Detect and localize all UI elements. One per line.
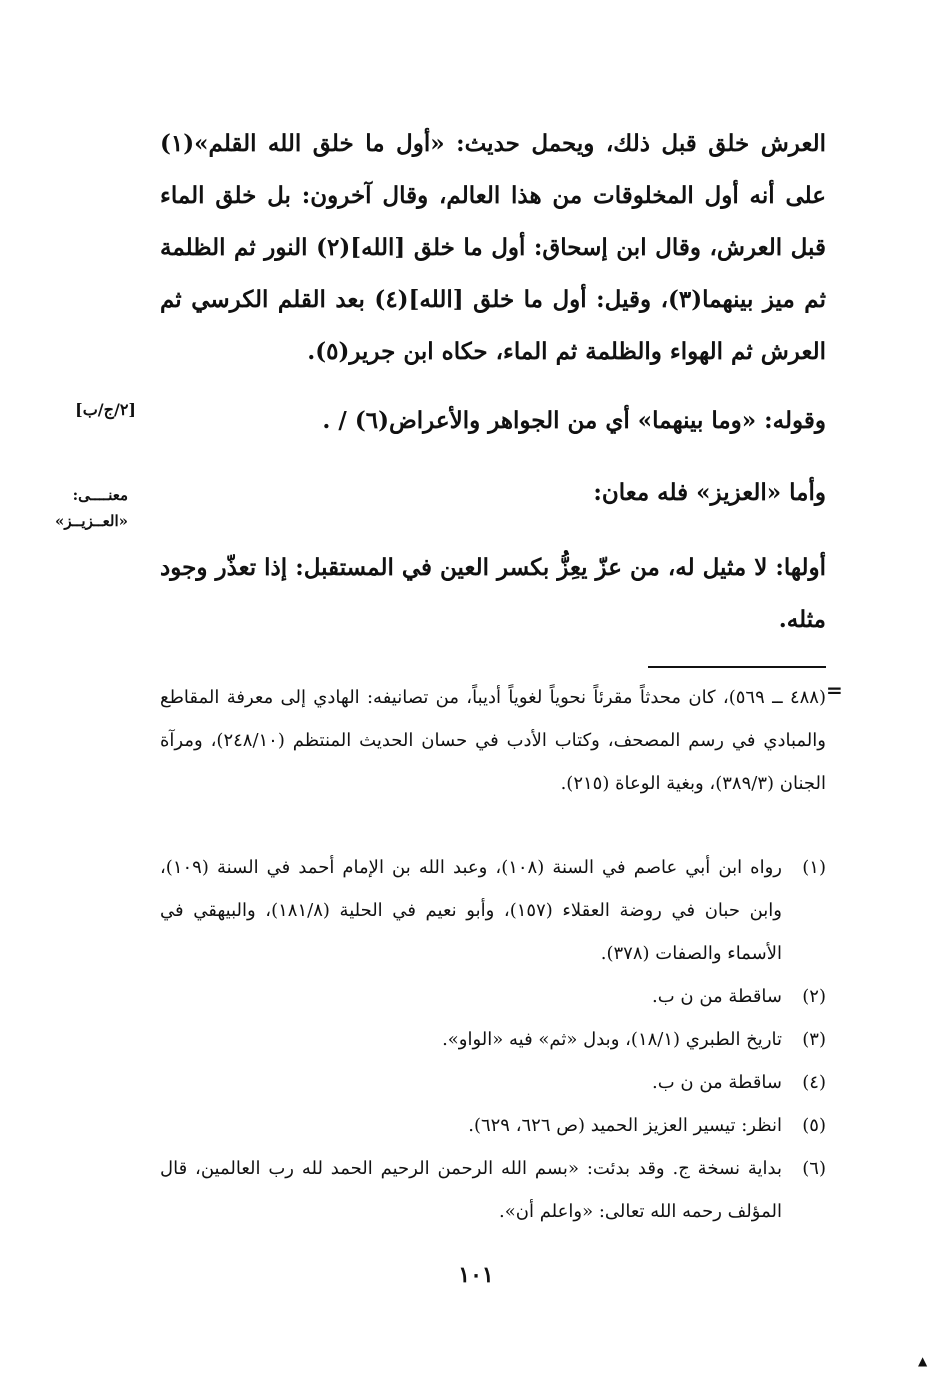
footnote-text: تاريخ الطبري (١٨/١)، وبدل «ثم» فيه «الواو». [442,1029,782,1050]
footnote [160,1061,826,1104]
margin-heading-line: «العــزيــز» [54,512,128,530]
footnote [160,975,826,1018]
footnote-number: (٤) [802,1072,826,1093]
footnote [160,1147,826,1233]
footnote-text: ساقطة من ن ب. [652,986,782,1007]
main-paragraph: أولها: لا مثيل له، من عزّ يعِزُّ بكسر العين في المستقبل: إذا تعذّر وجود مثله. [160,554,826,633]
footnote-number: (٦) [802,1158,826,1179]
main-paragraph: وقوله: «وما بينهما» أي من الجواهر والأعراض(٦) / . [322,407,826,434]
page-number: ١٠١ [458,1262,494,1288]
main-paragraph: العرش خلق قبل ذلك، ويحمل حديث: «أول ما خلق الله القلم»(١) على أنه أول المخلوقات من هذا العالم، وقال آخرون: بل خلق الماء قبل العرش، وقال ابن إسحاق: أول ما خلق [الله](٢) النور ثم الظلمة ثم ميز بينهما(٣)، وقيل: أول ما خلق [الله](٤) بعد القلم الكرسي ثم العرش ثم الهواء والظلمة ثم الماء، حكاه ابن جرير(٥). [160,130,826,365]
footnote-text: ساقطة من ن ب. [652,1072,782,1093]
footnote-list [160,846,826,1233]
main-paragraph: وأما «العزيز» فله معان: [593,479,826,506]
footnote-text: انظر: تيسير العزيز الحميد (ص ٦٢٦، ٦٢٩). [468,1115,782,1136]
margin-heading [48,482,128,534]
folio-reference: [٢/ج/ب] [75,400,136,419]
footnote-number: (١) [802,857,826,878]
footnote-separator [648,666,826,668]
footnote [160,846,826,975]
corner-triangle-icon: ▲ [918,1354,928,1368]
footnote-text: بداية نسخة ج. وقد بدئت: «بسم الله الرحمن الرحيم الحمد لله رب العالمين، قال المؤلف رحمه الله تعالى: «واعلم أن». [160,1158,782,1222]
footnote-text: رواه ابن أبي عاصم في السنة (١٠٨)، وعبد الله بن الإمام أحمد في السنة (١٠٩)، وابن حبان في روضة العقلاء (١٥٧)، وأبو نعيم في الحلية (١٨١/٨)، والبيهقي في الأسماء والصفات (٣٧٨). [160,857,782,964]
continuation-mark: = [826,678,843,702]
footnote-continuation: (٤٨٨ ــ ٥٦٩)، كان محدثاً مقرئاً نحوياً لغوياً أديباً، من تصانيفه: الهادي إلى معرفة المقاطع والمبادي في رسم المصحف، وكتاب الأدب في حسان الحديث المنتظم (٢٤٨/١٠)، ومرآة الجنان (٣٨٩/٣)، وبغية الوعاة (٢١٥). [160,687,826,794]
margin-heading-line: معنــــى: [72,486,128,504]
footnote [160,1018,826,1061]
footnote-number: (٥) [802,1115,826,1136]
footnote [160,1104,826,1147]
footnote-number: (٣) [802,1029,826,1050]
footnote-number: (٢) [802,986,826,1007]
